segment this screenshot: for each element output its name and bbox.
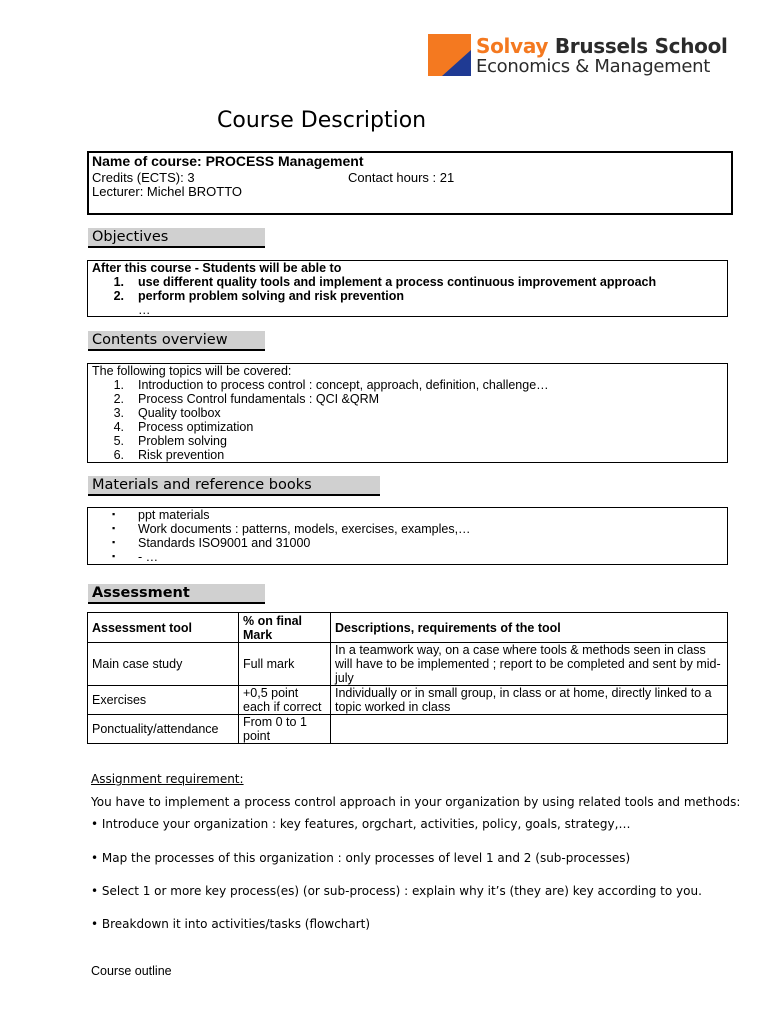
table-header-cell: Descriptions, requirements of the tool [331,613,728,643]
objectives-heading: Objectives [88,228,265,248]
materials-text: Standards ISO9001 and 31000 [138,536,311,550]
objective-number: 1. [113,275,124,289]
table-row [88,715,728,744]
assignment-item: • Map the processes of this organization : only processes of level 1 and 2 (sub-processes) [91,851,631,865]
square-bullet-icon: ▪ [112,523,116,533]
contents-number: 3. [113,406,124,420]
logo-wordmark [476,34,728,58]
course-contact-hours: Contact hours : 21 [348,170,455,185]
objectives-ellipsis: … [138,303,151,317]
contents-text: Quality toolbox [138,406,221,420]
materials-text: Work documents : patterns, models, exercises, examples,… [138,522,471,536]
table-header-row [88,613,728,643]
assignment-heading: Assignment requirement: [91,772,244,786]
objective-text: use different quality tools and implement a process continuous improvement approach [138,275,657,289]
table-header-cell: Assessment tool [88,613,239,643]
school-logo [428,34,728,80]
course-outline-label: Course outline [91,964,172,978]
contents-number: 2. [113,392,124,406]
materials-text: - … [138,550,159,564]
logo-word-school: Brussels School [554,34,728,58]
objectives-intro: After this course - Students will be able to [92,261,342,275]
course-lecturer: Lecturer: Michel BROTTO [92,184,243,199]
assessment-table [87,612,728,744]
logo-subtitle: Economics & Management [476,56,710,77]
course-name: Name of course: PROCESS Management [92,153,364,169]
assignment-item: • Breakdown it into activities/tasks (flowchart) [91,917,371,931]
square-bullet-icon: ▪ [112,551,116,561]
document-title: Course Description [217,108,427,133]
table-cell: Exercises [88,686,239,715]
assignment-item: • Select 1 or more key process(es) (or sub-process) : explain why it’s (they are) key according to you. [91,884,702,898]
contents-number: 4. [113,420,124,434]
contents-text: Introduction to process control : concept, approach, definition, challenge… [138,378,549,392]
square-bullet-icon: ▪ [112,537,116,547]
contents-number: 5. [113,434,124,448]
objectives-box [87,260,728,317]
table-cell: Main case study [88,643,239,686]
contents-text: Process optimization [138,420,254,434]
table-cell: Full mark [239,643,331,686]
contents-intro: The following topics will be covered: [92,364,292,378]
contents-text: Risk prevention [138,448,225,462]
table-cell: From 0 to 1 point [239,715,331,744]
assessment-heading: Assessment [88,584,265,604]
contents-box [87,363,728,463]
square-bullet-icon: ▪ [112,509,116,519]
contents-number: 1. [113,378,124,392]
contents-heading: Contents overview [88,331,265,351]
table-cell: Ponctuality/attendance [88,715,239,744]
contents-text: Problem solving [138,434,227,448]
materials-heading: Materials and reference books [88,476,380,496]
materials-text: ppt materials [138,508,210,522]
course-info-box [87,151,733,215]
table-cell: In a teamwork way, on a case where tools & methods seen in class will have to be implemented ; report to be completed and sent by mid-july [331,643,728,686]
course-credits: Credits (ECTS): 3 [92,170,195,185]
objective-text: perform problem solving and risk prevention [138,289,405,303]
table-header-cell: % on final Mark [239,613,331,643]
objective-number: 2. [113,289,124,303]
assignment-intro: You have to implement a process control approach in your organization by using related tools and methods: [91,795,741,809]
logo-mark-icon [428,34,471,76]
table-cell: +0,5 point each if correct [239,686,331,715]
table-cell: Individually or in small group, in class or at home, directly linked to a topic worked in class [331,686,728,715]
materials-box [87,507,728,565]
contents-text: Process Control fundamentals : QCI &QRM [138,392,380,406]
contents-number: 6. [113,448,124,462]
assignment-item: • Introduce your organization : key features, orgchart, activities, policy, goals, strategy,… [91,817,631,831]
table-row [88,686,728,715]
table-cell [331,715,728,744]
logo-word-solvay: Solvay [476,34,549,58]
table-row [88,643,728,686]
